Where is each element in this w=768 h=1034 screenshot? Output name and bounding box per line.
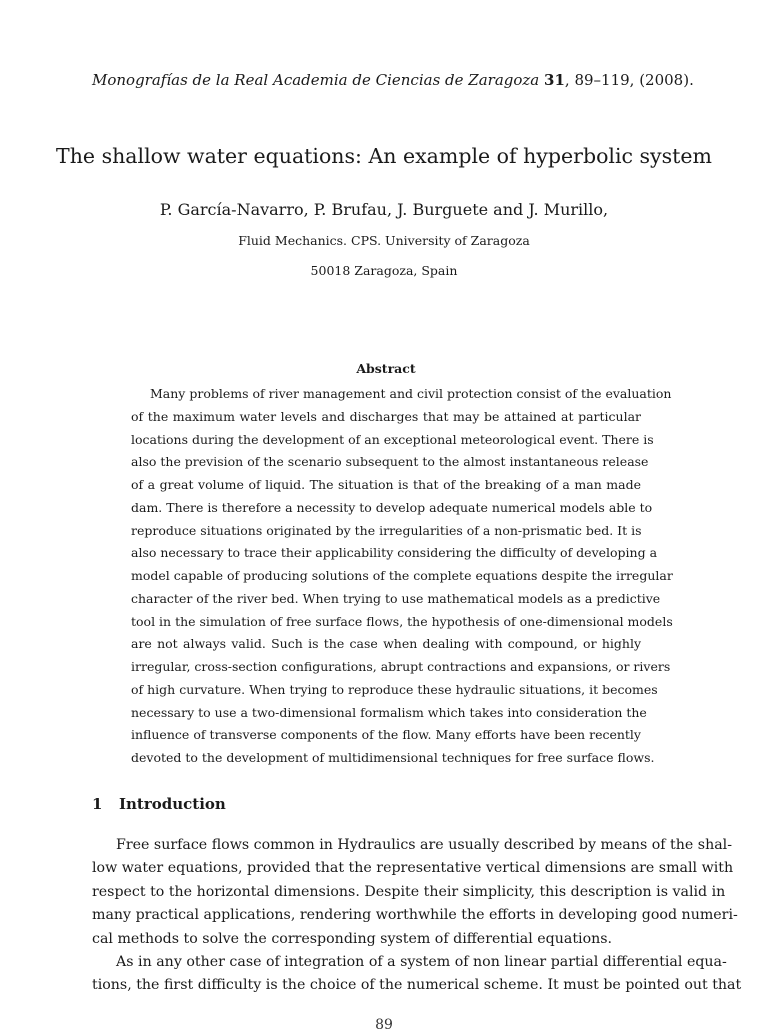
abstract-line: reproduce situations originated by the irregularities of a non-prismatic bed. It is: [131, 522, 642, 538]
body-line: low water equations, provided that the representative vertical dimensions are small with: [92, 860, 734, 877]
body-line: As in any other case of integration of a system of non linear partial differential equa-: [116, 953, 727, 970]
abstract-line: character of the river bed. When trying to use mathematical models as a predictive: [131, 590, 661, 606]
abstract-text: [131, 383, 673, 770]
body-line: cal methods to solve the corresponding system of differential equations.: [92, 930, 613, 947]
abstract-line: locations during the development of an exceptional meteorological event. There is: [131, 431, 654, 447]
abstract-line: tool in the simulation of free surface flows, the hypothesis of one-dimensional models: [131, 613, 673, 629]
journal-volume: 31: [544, 71, 565, 89]
paper-authors: P. García-Navarro, P. Brufau, J. Burguete and J. Murillo,: [159, 200, 609, 219]
body-line: Free surface flows common in Hydraulics are usually described by means of the shal-: [116, 837, 733, 853]
author-affiliation: Fluid Mechanics. CPS. University of Zaragoza: [238, 233, 530, 248]
body-text: [92, 834, 742, 998]
journal-pages-year: , 89–119, (2008).: [564, 71, 694, 89]
abstract-line: devoted to the development of multidimensional techniques for free surface flows.: [131, 750, 655, 765]
abstract-line: of high curvature. When trying to reproduce these hydraulic situations, it becomes: [131, 681, 658, 697]
journal-citation: [92, 70, 694, 90]
body-line: respect to the horizontal dimensions. Despite their simplicity, this description is valid in: [92, 883, 726, 900]
section-title: Introduction: [119, 795, 226, 813]
abstract-line: irregular, cross-section configurations, abrupt contractions and expansions, or rivers: [131, 659, 671, 674]
abstract-line: Many problems of river management and civil protection consist of the evaluation: [150, 386, 672, 401]
abstract-line: also necessary to trace their applicability considering the difficulty of developing a: [131, 545, 658, 561]
abstract-line: are not always valid. Such is the case when dealing with compound, or highly: [131, 636, 641, 652]
abstract-line: model capable of producing solutions of the complete equations despite the irregular: [131, 568, 673, 583]
journal-name: Monografías de la Real Academia de Ciencias de Zaragoza: [92, 71, 540, 89]
abstract-line: necessary to use a two-dimensional formalism which takes into consideration the: [131, 704, 647, 720]
paper-title: The shallow water equations: An example of hyperbolic system: [56, 144, 712, 168]
section-number: 1: [92, 795, 103, 813]
abstract-line: dam. There is therefore a necessity to develop adequate numerical models able to: [131, 499, 653, 515]
abstract-line: of the maximum water levels and discharges that may be attained at particular: [131, 408, 641, 424]
abstract-line: of a great volume of liquid. The situation is that of the breaking of a man made: [131, 477, 641, 492]
page-number: 89: [375, 1017, 393, 1033]
abstract-line: influence of transverse components of the flow. Many efforts have been recently: [131, 727, 641, 743]
abstract-line: also the prevision of the scenario subsequent to the almost instantaneous release: [131, 454, 649, 470]
author-address: 50018 Zaragoza, Spain: [310, 263, 458, 278]
abstract-heading: Abstract: [356, 361, 416, 376]
body-line: tions, the first difficulty is the choice of the numerical scheme. It must be pointed out that: [92, 977, 742, 994]
body-line: many practical applications, rendering worthwhile the efforts in developing good numeri-: [92, 907, 738, 924]
section-heading: [92, 793, 226, 815]
